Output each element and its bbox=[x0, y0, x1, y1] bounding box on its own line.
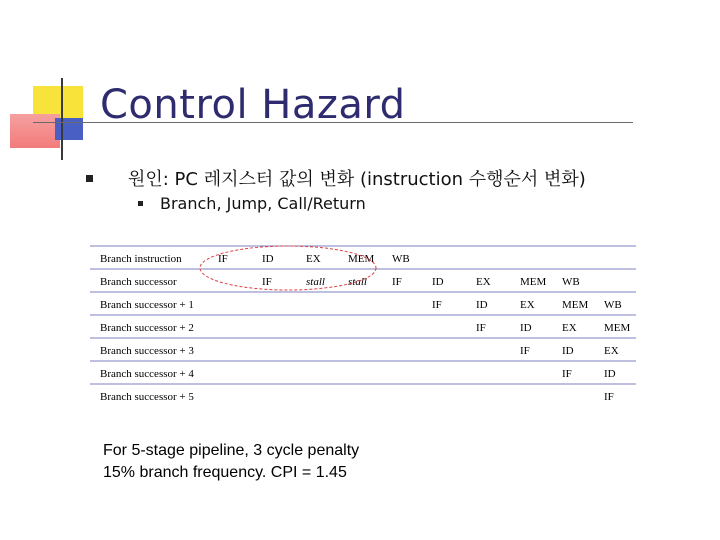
sub-bullet-branch-types: Branch, Jump, Call/Return bbox=[160, 194, 366, 213]
row-label: Branch successor bbox=[100, 276, 177, 288]
stage-cell: IF bbox=[432, 299, 442, 311]
stage-cell: IF bbox=[218, 253, 228, 265]
note-line-1: For 5-stage pipeline, 3 cycle penalty bbox=[103, 442, 360, 459]
stage-cell: WB bbox=[392, 253, 410, 265]
pipeline-diagram bbox=[90, 244, 636, 406]
stage-cell: ID bbox=[432, 276, 444, 288]
decor-red-square bbox=[10, 114, 60, 148]
stage-cell: stall bbox=[306, 276, 325, 288]
stage-cell: ID bbox=[604, 368, 616, 380]
stage-cell: MEM bbox=[348, 253, 375, 265]
row-label: Branch successor + 3 bbox=[100, 345, 194, 357]
stage-cell: IF bbox=[476, 322, 486, 334]
stage-cell: MEM bbox=[604, 322, 631, 334]
stage-cell: EX bbox=[562, 322, 577, 334]
bullet-cause: 원인: PC 레지스터 값의 변화 (instruction 수행순서 변화) bbox=[128, 169, 586, 190]
bullet-marker bbox=[86, 175, 93, 182]
stage-cell: IF bbox=[262, 276, 272, 288]
row-label: Branch successor + 1 bbox=[100, 299, 194, 311]
stage-cell: MEM bbox=[520, 276, 547, 288]
note-line-2: 15% branch frequency. CPI = 1.45 bbox=[103, 464, 347, 481]
stage-cell: IF bbox=[392, 276, 402, 288]
penalty-note bbox=[103, 440, 359, 484]
stage-cell: stall bbox=[348, 276, 367, 288]
stage-cell: IF bbox=[562, 368, 572, 380]
stage-cell: WB bbox=[562, 276, 580, 288]
decor-vertical-line bbox=[61, 78, 63, 160]
stage-cell: ID bbox=[476, 299, 488, 311]
row-label: Branch instruction bbox=[100, 253, 182, 265]
stage-cell: ID bbox=[520, 322, 532, 334]
stage-cell: EX bbox=[604, 345, 619, 357]
stage-cell: EX bbox=[306, 253, 321, 265]
stage-cell: EX bbox=[476, 276, 491, 288]
stage-cell: ID bbox=[562, 345, 574, 357]
stage-cell: IF bbox=[604, 391, 614, 403]
stage-cell: EX bbox=[520, 299, 535, 311]
stage-cell: IF bbox=[520, 345, 530, 357]
stage-cell: MEM bbox=[562, 299, 589, 311]
row-label: Branch successor + 4 bbox=[100, 368, 194, 380]
row-label: Branch successor + 5 bbox=[100, 391, 194, 403]
stage-cell: ID bbox=[262, 253, 274, 265]
row-label: Branch successor + 2 bbox=[100, 322, 194, 334]
stage-cell: WB bbox=[604, 299, 622, 311]
sub-bullet-marker bbox=[138, 201, 143, 206]
slide-title: Control Hazard bbox=[100, 82, 406, 128]
